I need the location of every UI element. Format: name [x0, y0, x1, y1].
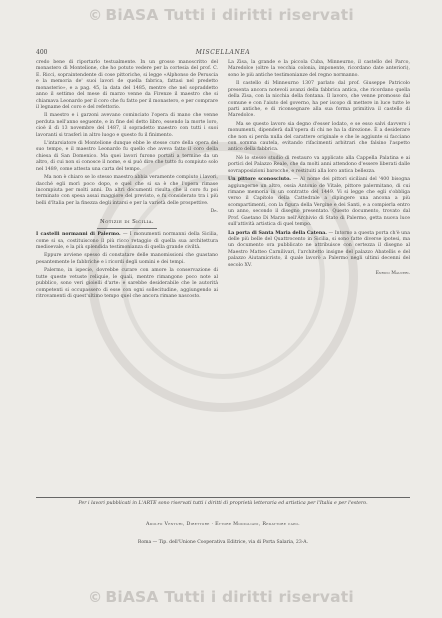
paragraph-text: — Intorno a questa porta ch'è una delle più belle del Quattrocento in Sicilia, si sono fatte diverse ipotesi, ma un documento ora pubblicato ne attribuisce con certezza il disegno al Maestro Matteo Carnilivari, l'architetto insigne del palazzo Abatellis e del palazzo Aiutamicristo, il quale lavorò a Palermo negli ultimi decenni del secolo XV. — [228, 230, 410, 268]
section-title: Notizie di Sicilia. — [99, 218, 155, 225]
article-heading: I castelli normanni di Palermo. — [36, 232, 121, 238]
paragraph: credo bene di riportarlo testualmente. In un grosso manoscritto del monastero di Montelione, che ho potuto vedere per la cortesia del prof. C. E. Ricci, sopraintendente di cose pittoriche, si legge «Alphonso de Peruscia e la memoria de' suoi lavori de quella fabrica, fattasi nel predetto monasterio», e a pag. 45, la data del 1485, mentre che nel sopraddetto anno il settimo del mese di marzo venne da Firenze il maestro che si chiamava Leonardo per il coro che fu fatto per il monastero, e per comprare il legname del coro e del refettorio. — [36, 60, 218, 110]
paragraph-text: — I monumenti normanni della Sicilia, come si sa, costituiscono il più ricco retaggio di quella sua architettura medioevale, e la più splendida testimonianza di quella grande civiltà. — [36, 232, 218, 250]
paragraph: Palermo, in ispecie, dovrebbe curare con amore la conservazione di tutte queste vetuste reliquie, le quali, mentre rimangono poco note al pubblico, sono veri gioielli d'arte: e sarebbe desiderabile che le autorità competenti si occupassero di esse con ogni sollecitudine, aggiungendo ai ritrovamenti di quest'ultimo tempo quel che ancora rimane nascosto. — [36, 268, 218, 299]
printer-line: Roma — Tip. dell'Unione Cooperativa Editrice, via di Porta Salaria, 23-A. — [137, 540, 309, 545]
rights-note: Per i lavori pubblicati in L'ARTE sono riservati tutti i diritti di proprietà letteraria ed artistica per l'Italia e per l'estero. — [78, 501, 368, 506]
paragraph: Eppure avviene spesso di constatare delle manomissioni che guastano pesantemente le fabbriche e i ricordi degli uomini e dei tempi. — [36, 253, 218, 265]
watermark-bottom — [0, 588, 442, 606]
paragraph — [36, 232, 218, 251]
watermark-text: BiASA Tutti i diritti riservati — [105, 6, 354, 24]
paragraph-text: — Al nome dei pittori siciliani del '400 bisogna aggiungerne un altro, ossia Antonio de Vitale, pittore palermitano, di cui rimane memoria in un contratto del 1449. Vi si legge che egli s'obbliga verso il Capitolo della Cattedrale a dipingere una ancona a più scompartimenti, con la figura della Vergine e dei Santi, e a compierla entro un anno, secondo il disegno presentato. Questo documento, trovato dal Prof. Gaetano Di Marzo nell'Archivio di Stato di Palermo, getta nuova luce sull'attività artistica di quel tempo. — [228, 177, 411, 228]
watermark-text: BiASA Tutti i diritti riservati — [105, 588, 354, 606]
right-column — [228, 60, 410, 278]
signature-right: Enrico Mauceri. — [375, 271, 410, 277]
paragraph: Ma se questo lavoro sia degno d'esser lodato, e se esso salvi davvero i monumenti, dipenderà dall'opera di chi ne ha la direzione. È a desiderare che non si perda nulla del carattere originale e che le aggiunte si facciano con somma cautela, evitando rifacimenti arbitrari che falsino l'aspetto antico della fabbrica. — [228, 121, 410, 153]
signature-left: Dr. — [210, 209, 218, 215]
left-column — [36, 60, 218, 302]
article-heading: Un pittore sconosciuto. — [228, 177, 291, 183]
paragraph: L'intarsiatore di Montelione dunque ebbe le stesse cure della opera del suo tempo, e il maestro Leonardo fu quello che aveva fatto il coro della chiesa di San Domenico. Ma quei lavori furono portati a termine da un altro, di cui non si conosce il nome, e si può dire che tutto fu compiuto solo nel 1489, come attesta una carta del tempo. — [36, 141, 218, 172]
watermark-top — [0, 6, 442, 24]
running-title: MISCELLANEA — [195, 49, 251, 56]
copyright-symbol: © — [88, 8, 103, 24]
section-rule — [97, 228, 157, 229]
page-number: 400 — [36, 49, 48, 56]
paragraph: Il castello di Minneurno 1307 parlato dal prof. Giuseppe Patricolo presenta ancora notevoli avanzi della fabbrica antica, che ricordano quella della Zisa, con la nicchia della fontana. Il lavoro, che venne promosso dal comune e con l'aiuto del governo, ha per iscopo di mettere in luce tutte le parti antiche, e di riconsegnare alla sua forma primitiva il castello di Maredolce. — [228, 81, 410, 119]
paragraph: Né lo stesso studio di restauro va applicato alla Cappella Palatina e ai portici del Palazzo Reale, che da molti anni attendono d'essere liberati dalle sovrapposizioni barocche, e restituiti alla loro antica bellezza. — [228, 155, 410, 174]
copyright-symbol: © — [88, 590, 103, 606]
editorial-staff: Adolfo Venturi, Direttore · Ettore Modigliani, Redattore capo. — [145, 522, 301, 527]
paragraph: Il maestro e i garzoni avevano cominciato l'opera di mano che venne perduta nell'anno seguente, e in fine del detto libro, essendo la morte loro, cioè il dì 13 novembre del 1487, il sopradetto maestro con tutti i suoi lavoranti si trasferì in altro luogo e questo fu il finimento. — [36, 113, 218, 138]
paragraph — [228, 231, 410, 270]
footer-rule — [36, 497, 410, 498]
article-heading: La porta di Santa Maria della Catena. — [228, 230, 327, 236]
paragraph: Ma non è chiaro se lo stesso maestro abbia veramente compiuto i lavori, dacché egli morì poco dopo, e quel che si sa è che l'opera rimase incompiuta per molti anni. Da altri documenti risulta che il coro fu poi terminato con spesa assai maggiore del previsto, e fu considerato tra i più belli d'Italia per la finezza degli intarsi e per la varietà delle prospettive. — [36, 175, 218, 206]
paragraph — [228, 177, 410, 228]
paragraph: La Zisa, la grande e la piccola Cuba, Minneurno, il castello del Parco, Maredolce (oltre la vecchia colonia, imponente, ricordano date anteriori), sono le più antiche testimonianze del regno normanno. — [228, 60, 410, 78]
